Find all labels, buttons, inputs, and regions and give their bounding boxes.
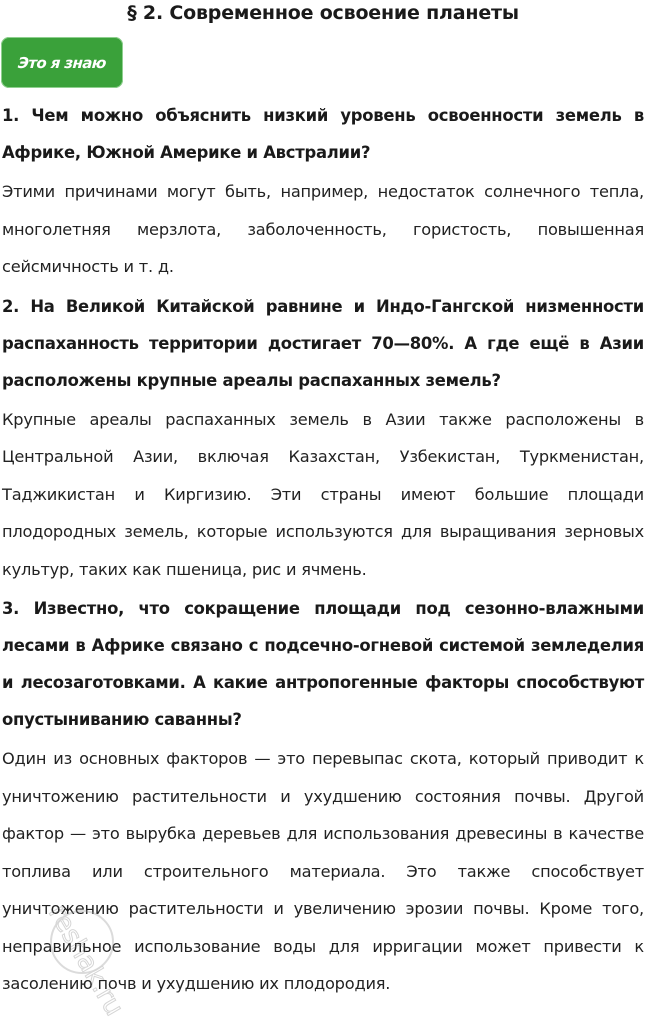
qa-block-2 <box>2 288 644 589</box>
section-title: § 2. Современное освоение планеты <box>127 2 519 24</box>
question-2: 2. На Великой Китайской равнине и Индо-Гангской низменности распаханность территории достигает 70—80%. А где ещё в Азии расположены крупные ареалы распаханных земель? <box>2 296 644 390</box>
watermark-text: reshak.ru <box>42 900 130 1022</box>
answer-1: Этими причинами могут быть, например, недостаток солнечного тепла, многолетняя мерзлота, заболоченность, гористость, повышенная сейсмичность и т. д. <box>2 182 644 276</box>
answer-3: Один из основных факторов — это перевыпас скота, который приводит к уничтожению растительности и ухудшению состояния почвы. Другой фактор — это вырубка деревьев для использования древесины в качестве топлива или строительного материала. Это также способствует уничтожению растительности и увеличению эрозии почвы. Кроме того, неправильное использование воды для ирригации может привести к засолению почв и ухудшению их плодородия. <box>2 749 644 993</box>
answer-2: Крупные ареалы распаханных земель в Азии также расположены в Центральной Азии, включая Казахстан, Узбекистан, Туркменистан, Таджикистан и Киргизию. Эти страны имеют большие площади плодородных земель, которые используются для выращивания зерновых культур, таких как пшеница, рис и ячмень. <box>2 409 644 579</box>
badge-label: Это я знаю <box>17 53 107 72</box>
content <box>2 97 644 1003</box>
question-3: 3. Известно, что сокращение площади под сезонно-влажными лесами в Африке связано с подсечно-огневой системой земледелия и лесозаготовками. А какие антропогенные факторы способствуют опустыниванию саванны? <box>2 599 644 729</box>
this-i-know-badge <box>1 37 123 88</box>
qa-block-1 <box>2 97 644 286</box>
question-1: 1. Чем можно объяснить низкий уровень освоенности земель в Африке, Южной Америке и Австралии? <box>2 106 644 162</box>
qa-block-3 <box>2 590 644 1003</box>
